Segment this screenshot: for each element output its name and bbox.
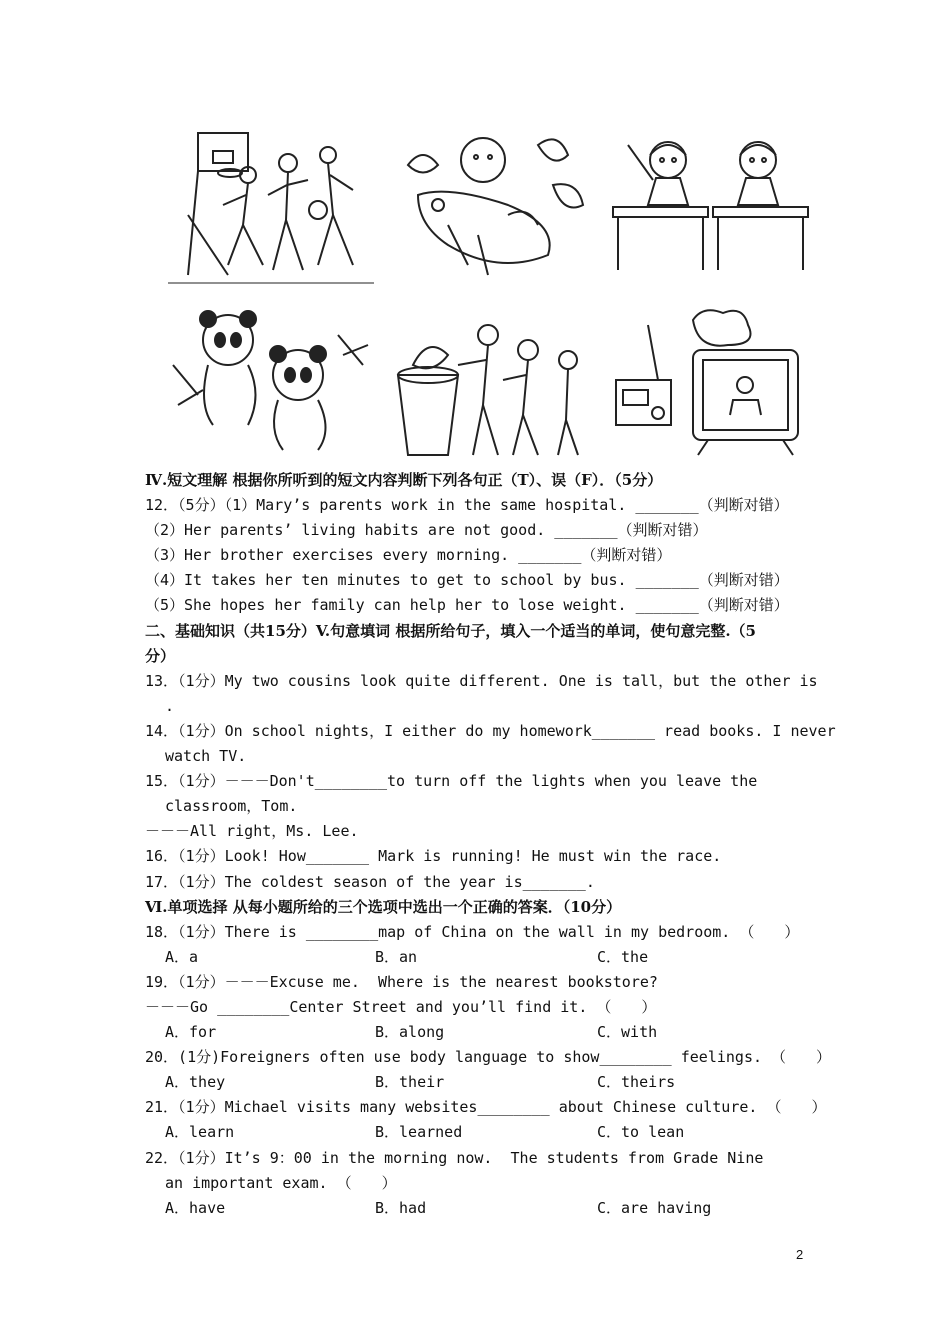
question-15-reply: －－－All right，Ms. Lee. (145, 822, 359, 841)
section6-heading: Ⅵ.单项选择 从每小题所给的三个选项中选出一个正确的答案．（10分） (145, 897, 622, 916)
option-a: A．they (165, 1073, 226, 1092)
question-19: 19．（1分）－－－Excuse me. Where is the nearest bookstore? (145, 972, 658, 991)
question-13: 13．（1分）My two cousins look quite different. One is tall，but the other is (145, 671, 818, 690)
question-18: 18．（1分）There is ________map of China on the wall in my bedroom. （ ） (145, 922, 800, 941)
question-20-options (145, 1070, 810, 1095)
option-b: B．an (375, 947, 418, 966)
option-b: B．along (375, 1023, 445, 1042)
question-12-item-4: （4）It takes her ten minutes to get to school by bus. _______（判断对错） (145, 571, 789, 590)
question-18-options (145, 945, 810, 970)
option-a: A．have (165, 1198, 226, 1217)
boy-with-fish-paper-cut-picture (388, 125, 594, 285)
option-c: C．the (597, 947, 649, 966)
question-12-item-2: （2）Her parents’ living habits are not good. _______（判断对错） (145, 521, 708, 540)
students-at-desks-picture (608, 125, 814, 285)
section5-heading-cont: 分） (145, 646, 176, 665)
question-22: 22．（1分）It’s 9：00 in the morning now. The students from Grade Nine (145, 1148, 764, 1167)
question-21-options (145, 1120, 810, 1145)
option-b: B．learned (375, 1123, 463, 1142)
question-17: 17．（1分）The coldest season of the year is_______. (145, 872, 595, 891)
question-19-options (145, 1020, 810, 1045)
question-21: 21．（1分）Michael visits many websites________ about Chinese culture. （ ） (145, 1098, 827, 1117)
question-22-options (145, 1196, 810, 1221)
option-b: B．their (375, 1073, 445, 1092)
page-number: 2 (796, 1247, 804, 1262)
section5-heading: 二、基础知识（共15分）V.句意填词 根据所给句子，填入一个适当的单词，使句意完整.（5 (145, 621, 756, 640)
option-a: A．learn (165, 1123, 235, 1142)
radio-and-tv-weather-picture (608, 305, 814, 465)
option-c: C．with (597, 1023, 658, 1042)
question-15: 15．（1分）－－－Don't________to turn off the lights when you leave the (145, 772, 758, 791)
question-14: 14．（1分）On school nights，I either do my homework_______ read books. I never (145, 721, 836, 740)
question-19-reply: －－－Go ________Center Street and you’ll find it. （ ） (145, 997, 657, 1016)
question-12-item-5: （5）She hopes her family can help her to lose weight. _______（判断对错） (145, 596, 789, 615)
two-pandas-picture (168, 305, 374, 465)
option-c: C．are having (597, 1198, 712, 1217)
question-15-cont: classroom，Tom. (165, 797, 298, 816)
question-12: 12．（5分）（1）Mary’s parents work in the same hospital. _______（判断对错） (145, 496, 789, 515)
option-a: A．a (165, 947, 199, 966)
option-a: A．for (165, 1023, 217, 1042)
option-b: B．had (375, 1198, 427, 1217)
option-c: C．theirs (597, 1073, 676, 1092)
option-c: C．to lean (597, 1123, 685, 1142)
question-22-cont: an important exam. （ ） (165, 1173, 397, 1192)
question-13-cont: . (165, 696, 175, 715)
question-14-cont: watch TV. (165, 747, 247, 766)
exam-content (145, 468, 836, 1221)
section4-heading: Ⅳ.短文理解 根据你所听到的短文内容判断下列各句正（T）、误（F）．（5分） (145, 471, 663, 489)
people-at-trash-bin-picture (388, 305, 594, 465)
question-20: 20．(1分)Foreigners often use body language to show________ feelings. （ ） (145, 1048, 832, 1067)
basketball-players-picture (168, 125, 374, 285)
question-12-item-3: （3）Her brother exercises every morning. _______（判断对错） (145, 546, 672, 565)
question-16: 16．（1分）Look! How_______ Mark is running! He must win the race. (145, 847, 722, 866)
listening-pictures (168, 125, 808, 460)
